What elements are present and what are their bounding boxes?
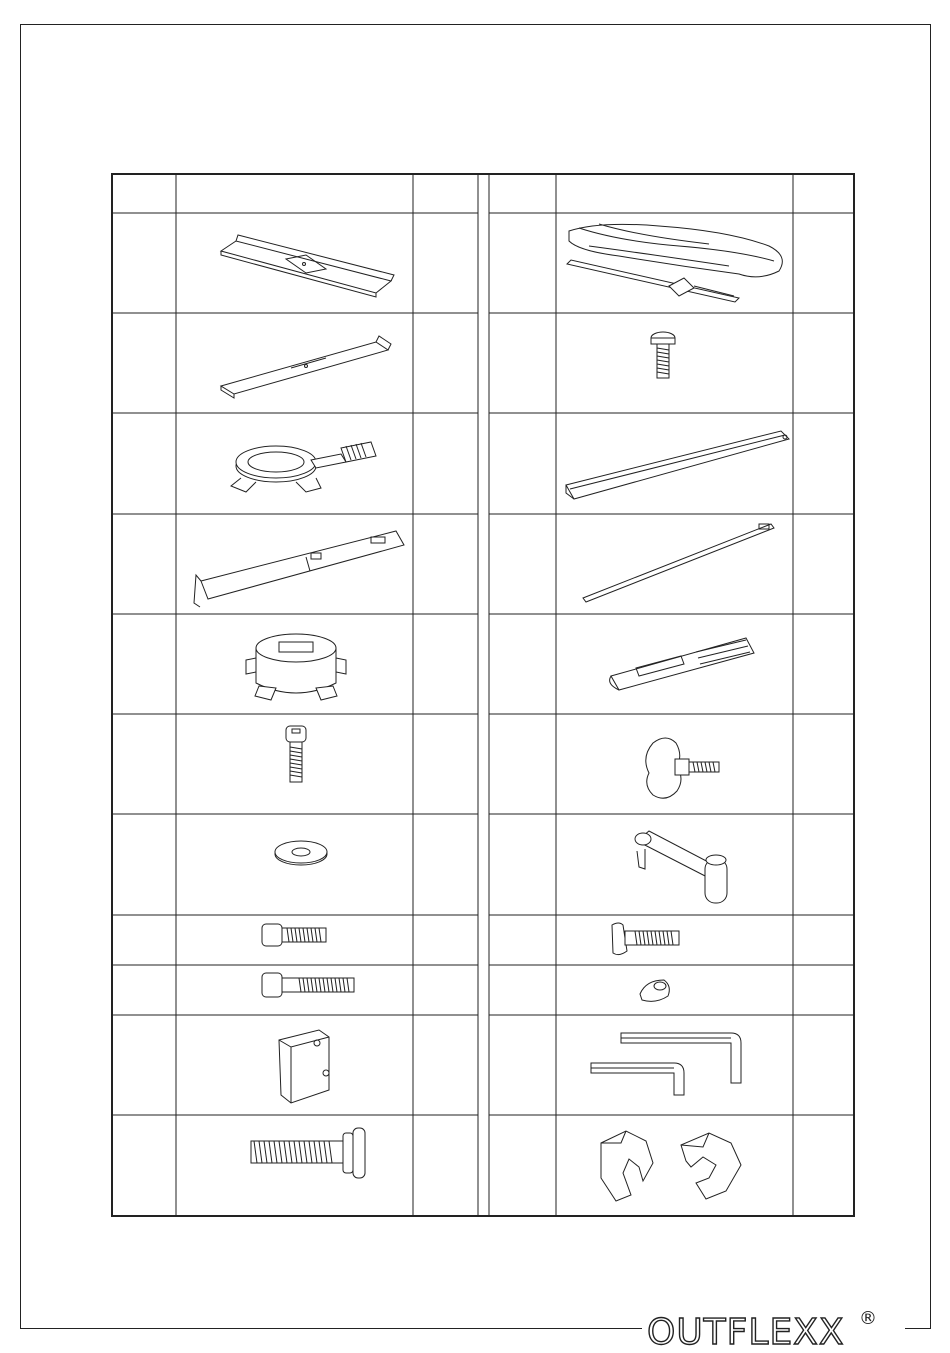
star-knob-screw-icon bbox=[641, 733, 731, 808]
socket-bolt-icon bbox=[281, 723, 311, 788]
short-socket-bolt-icon bbox=[259, 921, 331, 951]
cross-base-rail-short-icon bbox=[221, 336, 391, 398]
part-number-cell bbox=[489, 814, 556, 915]
small-screw-icon bbox=[648, 330, 678, 382]
flat-head-bolt-icon bbox=[609, 921, 684, 959]
part-number-cell bbox=[111, 413, 176, 514]
part-qty-cell bbox=[413, 514, 478, 614]
part-qty-cell bbox=[793, 213, 855, 313]
part-number-cell bbox=[111, 213, 176, 313]
part-number-cell bbox=[489, 614, 556, 714]
allen-keys-icon bbox=[586, 1025, 786, 1100]
brand-logo bbox=[645, 1304, 905, 1349]
header-no-right bbox=[489, 173, 556, 213]
long-socket-bolt-icon bbox=[259, 970, 359, 1002]
square-tube-icon bbox=[561, 423, 793, 508]
part-qty-cell bbox=[793, 1115, 855, 1217]
part-qty-cell bbox=[793, 714, 855, 814]
cap-nut-icon bbox=[636, 976, 676, 1006]
part-qty-cell bbox=[793, 514, 855, 614]
crank-handle-icon bbox=[629, 823, 744, 911]
part-number-cell bbox=[489, 313, 556, 413]
part-qty-cell bbox=[413, 915, 478, 965]
part-qty-cell bbox=[413, 965, 478, 1015]
registered-mark: ® bbox=[859, 1308, 877, 1329]
part-number-cell bbox=[489, 714, 556, 814]
part-number-cell bbox=[489, 1115, 556, 1217]
part-qty-cell bbox=[413, 714, 478, 814]
pole-clamp-knob-icon bbox=[241, 628, 351, 708]
header-no-left bbox=[111, 173, 176, 213]
umbrella-canopy-icon bbox=[559, 216, 791, 308]
header-qty-left bbox=[413, 173, 478, 213]
part-qty-cell bbox=[793, 965, 855, 1015]
part-qty-cell bbox=[793, 313, 855, 413]
handle-grip-icon bbox=[606, 628, 761, 698]
connector-sleeve-icon bbox=[271, 1025, 346, 1110]
part-qty-cell bbox=[793, 1015, 855, 1115]
part-qty-cell bbox=[413, 814, 478, 915]
frame-bottom-line-right bbox=[905, 1328, 931, 1329]
part-qty-cell bbox=[793, 915, 855, 965]
pan-head-bolt-icon bbox=[246, 1125, 371, 1185]
part-qty-cell bbox=[793, 614, 855, 714]
clip-clamps-icon bbox=[591, 1123, 761, 1208]
part-number-cell bbox=[111, 1115, 176, 1217]
brand-logo-text: OUTFLEXX bbox=[647, 1312, 845, 1349]
part-number-cell bbox=[111, 614, 176, 714]
cross-base-rail-icon bbox=[216, 231, 396, 301]
part-qty-cell bbox=[793, 814, 855, 915]
part-number-cell bbox=[111, 1015, 176, 1115]
part-number-cell bbox=[111, 915, 176, 965]
part-number-cell bbox=[111, 714, 176, 814]
rotating-base-icon bbox=[221, 428, 391, 503]
frame-bottom-line bbox=[20, 1328, 642, 1329]
header-part-left bbox=[176, 173, 413, 213]
part-qty-cell bbox=[413, 213, 478, 313]
washer-icon bbox=[271, 838, 331, 868]
part-qty-cell bbox=[413, 313, 478, 413]
part-number-cell bbox=[111, 965, 176, 1015]
part-number-cell bbox=[489, 965, 556, 1015]
header-part-right bbox=[556, 173, 793, 213]
parts-table bbox=[111, 173, 855, 1217]
lower-pole-icon bbox=[186, 519, 411, 609]
part-qty-cell bbox=[413, 1115, 478, 1217]
part-qty-cell bbox=[413, 614, 478, 714]
part-number-cell bbox=[489, 514, 556, 614]
part-number-cell bbox=[111, 313, 176, 413]
part-qty-cell bbox=[413, 1015, 478, 1115]
part-number-cell bbox=[489, 1015, 556, 1115]
part-qty-cell bbox=[413, 413, 478, 514]
part-number-cell bbox=[489, 213, 556, 313]
part-number-cell bbox=[489, 413, 556, 514]
part-qty-cell bbox=[793, 413, 855, 514]
crank-rod-icon bbox=[579, 518, 779, 608]
part-number-cell bbox=[111, 814, 176, 915]
header-qty-right bbox=[793, 173, 855, 213]
part-number-cell bbox=[111, 514, 176, 614]
part-number-cell bbox=[489, 915, 556, 965]
